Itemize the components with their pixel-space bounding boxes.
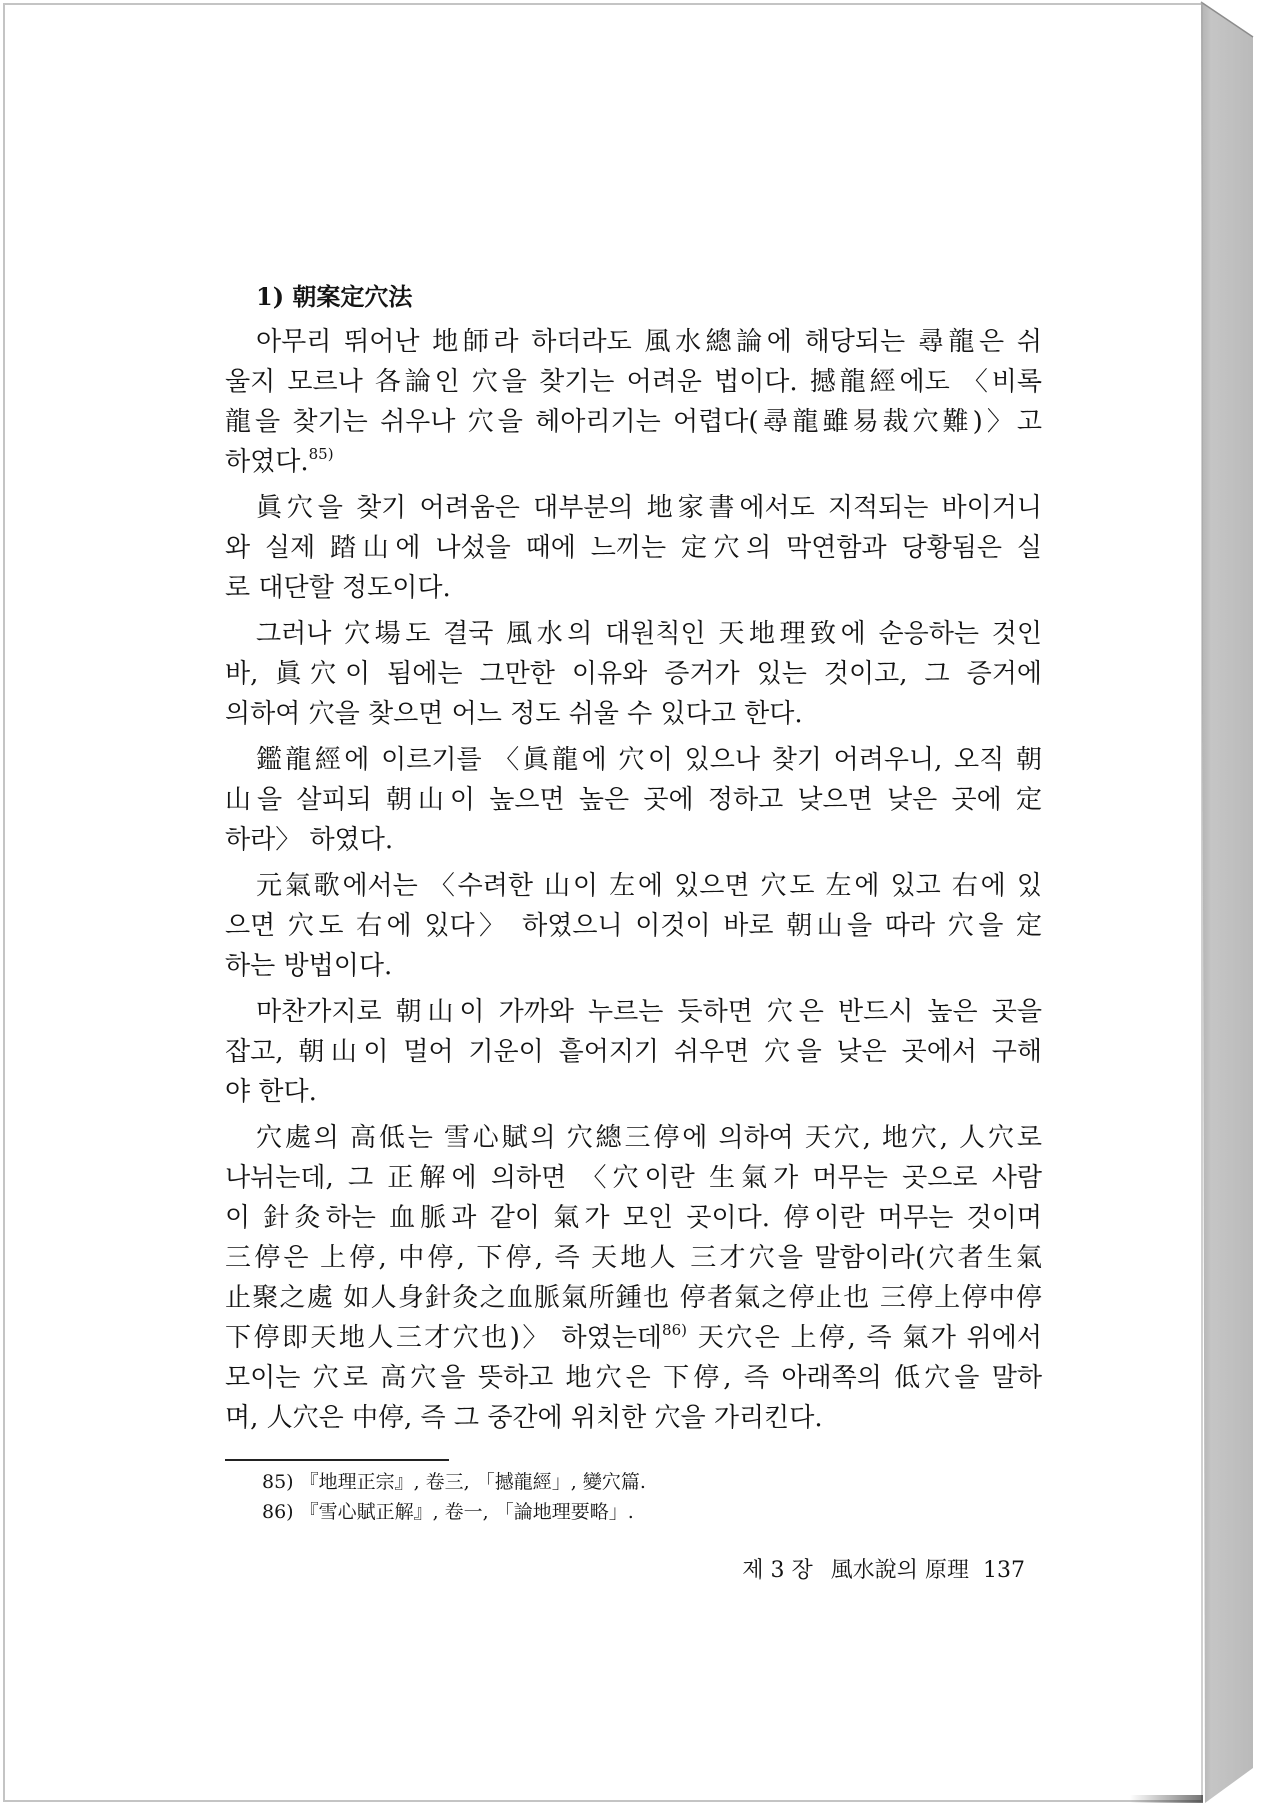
footnote-ref: 85) [308, 445, 334, 463]
footnotes [262, 1467, 646, 1527]
book-edge-side [1201, 2, 1253, 1803]
text-line: 眞穴을 찾기 어려움은 대부분의 地家書에서도 지적되는 바이거니 [256, 493, 1043, 523]
footnote [262, 1467, 646, 1497]
paragraph [225, 322, 1042, 482]
footnote-number: 86) [262, 1501, 294, 1523]
text-line: 울지 모르나 各論인 穴을 찾기는 어려운 법이다. 撼龍經에도 〈비록 [225, 367, 1042, 397]
text-line: 로 대단할 정도이다. [225, 573, 451, 603]
text-line: 하라〉 하였다. [225, 825, 394, 855]
text-line: 의하여 穴을 찾으면 어느 정도 쉬울 수 있다고 한다. [225, 699, 803, 729]
paragraph [225, 488, 1042, 608]
text-line: 아무리 뛰어난 地師라 하더라도 風水總論에 해당되는 尋龍은 쉬 [256, 327, 1042, 357]
line-text: 下停即天地人三才穴也)〉 하였는데 [225, 1323, 663, 1353]
text-line: 하는 방법이다. [225, 951, 393, 981]
text-line: 元氣歌에서는 〈수려한 山이 左에 있으면 穴도 左에 있고 右에 있 [256, 871, 1042, 901]
page-number: 137 [983, 1558, 1025, 1583]
book-edge-top-line [1201, 2, 1253, 37]
text-line: 三停은 上停, 中停, 下停, 즉 天地人 三才穴을 말함이라(穴者生氣 [225, 1243, 1042, 1273]
text-line: 야 한다. [225, 1077, 317, 1107]
text-line: 鑑龍經에 이르기를 〈眞龍에 穴이 있으나 찾기 어려우니, 오직 朝 [256, 745, 1042, 775]
text-line: 나뉘는데, 그 正解에 의하면 〈穴이란 生氣가 머무는 곳으로 사람 [225, 1163, 1042, 1193]
text-line: 이 針灸하는 血脈과 같이 氣가 모인 곳이다. 停이란 머무는 것이며 [225, 1203, 1042, 1233]
footnote [262, 1497, 646, 1527]
footnote-text: 『雪心賦正解』, 卷一, 「論地理要略」. [299, 1501, 634, 1523]
footnote-text: 『地理正宗』, 卷三, 「撼龍經」, 變穴篇. [299, 1471, 646, 1493]
text-line: 바, 眞穴이 됨에는 그만한 이유와 증거가 있는 것이고, 그 증거에 [225, 659, 1042, 689]
line-text: 하였다. [225, 447, 309, 477]
footnote-number: 85) [262, 1471, 294, 1493]
footnote-ref: 86) [662, 1321, 687, 1339]
section-heading: 1) 朝案定穴法 [256, 282, 413, 311]
text-line: 穴處의 高低는 雪心賦의 穴總三停에 의하여 天穴, 地穴, 人穴로 [256, 1123, 1042, 1153]
chapter-title: 風水說의 原理 [830, 1558, 969, 1583]
paragraph [225, 614, 1042, 734]
text-line [225, 442, 1042, 482]
paragraph [225, 1118, 1042, 1438]
book-page [3, 3, 1201, 1802]
paragraph [225, 740, 1042, 860]
text-line: 止聚之處 如人身針灸之血脈氣所鍾也 停者氣之停止也 三停上停中停 [225, 1283, 1042, 1313]
chapter-label: 제 3 장 [742, 1558, 813, 1583]
text-line: 龍을 찾기는 쉬우나 穴을 헤아리기는 어렵다(尋龍雖易裁穴難)〉고 [225, 407, 1042, 437]
text-line: 며, 人穴은 中停, 즉 그 중간에 위치한 穴을 가리킨다. [225, 1403, 823, 1433]
paragraph [225, 992, 1042, 1112]
paragraph [225, 866, 1042, 986]
text-line: 그러나 穴場도 결국 風水의 대원칙인 天地理致에 순응하는 것인 [256, 619, 1042, 649]
running-footer [742, 1555, 1025, 1587]
text-line [225, 1318, 1042, 1358]
text-line: 와 실제 踏山에 나섰을 때에 느끼는 定穴의 막연함과 당황됨은 실 [225, 533, 1042, 563]
text-line: 모이는 穴로 高穴을 뜻하고 地穴은 下停, 즉 아래쪽의 低穴을 말하 [225, 1363, 1042, 1393]
line-text: 天穴은 上停, 즉 氣가 위에서 [697, 1323, 1043, 1353]
text-line: 마찬가지로 朝山이 가까와 누르는 듯하면 穴은 반드시 높은 곳을 [256, 997, 1042, 1027]
text-line: 잡고, 朝山이 멀어 기운이 흩어지기 쉬우면 穴을 낮은 곳에서 구해 [225, 1037, 1042, 1067]
text-line: 山을 살피되 朝山이 높으면 높은 곳에 정하고 낮으면 낮은 곳에 定 [225, 785, 1042, 815]
body-text [225, 322, 1042, 1438]
footnote-rule [225, 1459, 449, 1461]
text-line: 으면 穴도 右에 있다〉 하였으니 이것이 바로 朝山을 따라 穴을 定 [225, 911, 1042, 941]
